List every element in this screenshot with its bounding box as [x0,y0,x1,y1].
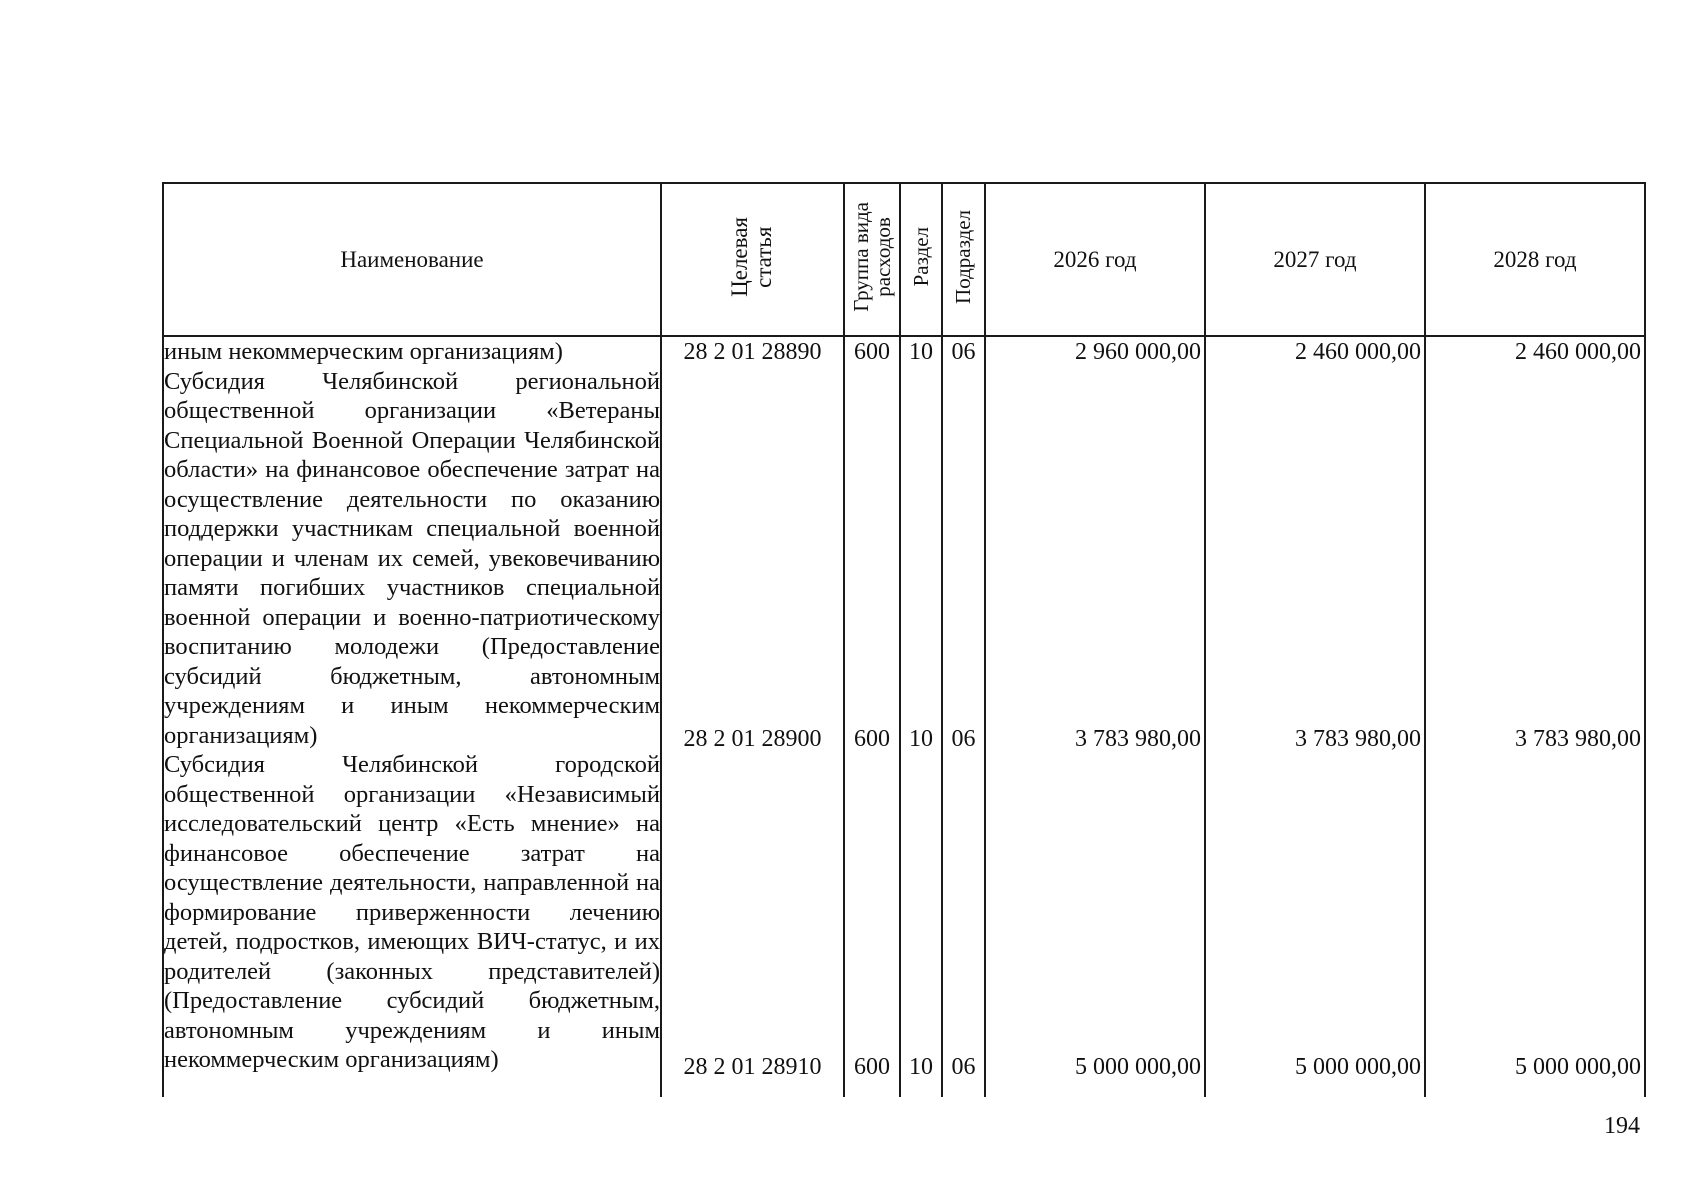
table-body-row [163,336,1645,1097]
header-target-article-line1: Целевая [727,216,753,297]
header-section [900,183,942,336]
target-article-cell [661,336,844,1097]
amount-2027-value: 2 460 000,00 [1295,339,1421,365]
amount-2028-cell [1425,336,1645,1097]
amount-2026-value: 5 000 000,00 [1075,1054,1201,1080]
header-expense-group-line1: Группа вида [848,201,873,312]
amount-2027-value: 5 000 000,00 [1295,1054,1421,1080]
header-expense-group [844,183,900,336]
header-name-label: Наименование [340,246,484,272]
header-year-2027 [1205,183,1425,336]
budget-table [162,182,1646,1097]
page-number: 194 [1604,1113,1640,1139]
section-value: 10 [909,726,933,752]
header-target-article-label [728,217,776,297]
name-cell [163,336,661,1097]
header-name [163,183,661,336]
section-cell [900,336,942,1097]
amount-2027-value: 3 783 980,00 [1295,726,1421,752]
header-year-2028 [1425,183,1645,336]
target-article-value: 28 2 01 28910 [683,1054,822,1080]
subsection-value: 06 [951,1054,976,1080]
amount-2026-cell [985,336,1205,1097]
header-expense-group-label [850,202,894,312]
header-subsection [942,183,985,336]
header-expense-group-line2: расходов [871,216,895,297]
target-article-value: 28 2 01 28900 [683,726,822,752]
name-paragraph-3: Субсидия Челябинской городской общественной организации «Независимый исследовательский центр «Есть мнение» на финансовое обеспечение затрат на осуществление деятельности, направленной на формирование приверженности лечению детей, подростков, имеющих ВИЧ-статус, и их родителей (законных представителей) (Предоставление субсидий бюджетным, автономным учреждениям и иным некоммерческим организациям) [164,751,660,1073]
subsection-value: 06 [951,339,976,365]
section-value: 10 [909,339,933,365]
expense-group-value: 600 [854,1054,890,1080]
target-article-value: 28 2 01 28890 [683,339,822,365]
header-year-2028-label: 2028 год [1493,246,1577,272]
subsection-cell [942,336,985,1097]
header-section-label: Раздел [908,226,933,287]
amount-2027-cell [1205,336,1425,1097]
amount-2026-value: 2 960 000,00 [1075,339,1201,365]
expense-group-value: 600 [854,339,890,365]
header-target-article-line2: статья [751,225,777,288]
amount-2028-value: 5 000 000,00 [1515,1054,1641,1080]
expense-group-cell [844,336,900,1097]
header-year-2027-label: 2027 год [1273,246,1357,272]
subsection-value: 06 [951,726,976,752]
expense-group-value: 600 [854,726,890,752]
name-paragraph-1: иным некоммерческим организациям) [164,338,563,365]
amount-2028-value: 2 460 000,00 [1515,339,1641,365]
amount-2026-value: 3 783 980,00 [1075,726,1201,752]
header-year-2026-label: 2026 год [1053,246,1137,272]
header-subsection-label: Подраздел [951,209,976,304]
table-header-row [163,183,1645,336]
amount-2028-value: 3 783 980,00 [1515,726,1641,752]
section-value: 10 [909,1054,933,1080]
name-paragraph-2: Субсидия Челябинской региональной общественной организации «Ветераны Специальной Военной Операции Челябинской области» на финансовое обеспечение затрат на осуществление деятельности по оказанию поддержки участникам специальной военной операции и членам их семей, увековечиванию памяти погибших участников специальной военной операции и военно-патриотическому воспитанию молодежи (Предоставление субсидий бюджетным, автономным учреждениям и иным некоммерческим организациям) [164,367,660,749]
header-target-article [661,183,844,336]
header-year-2026 [985,183,1205,336]
